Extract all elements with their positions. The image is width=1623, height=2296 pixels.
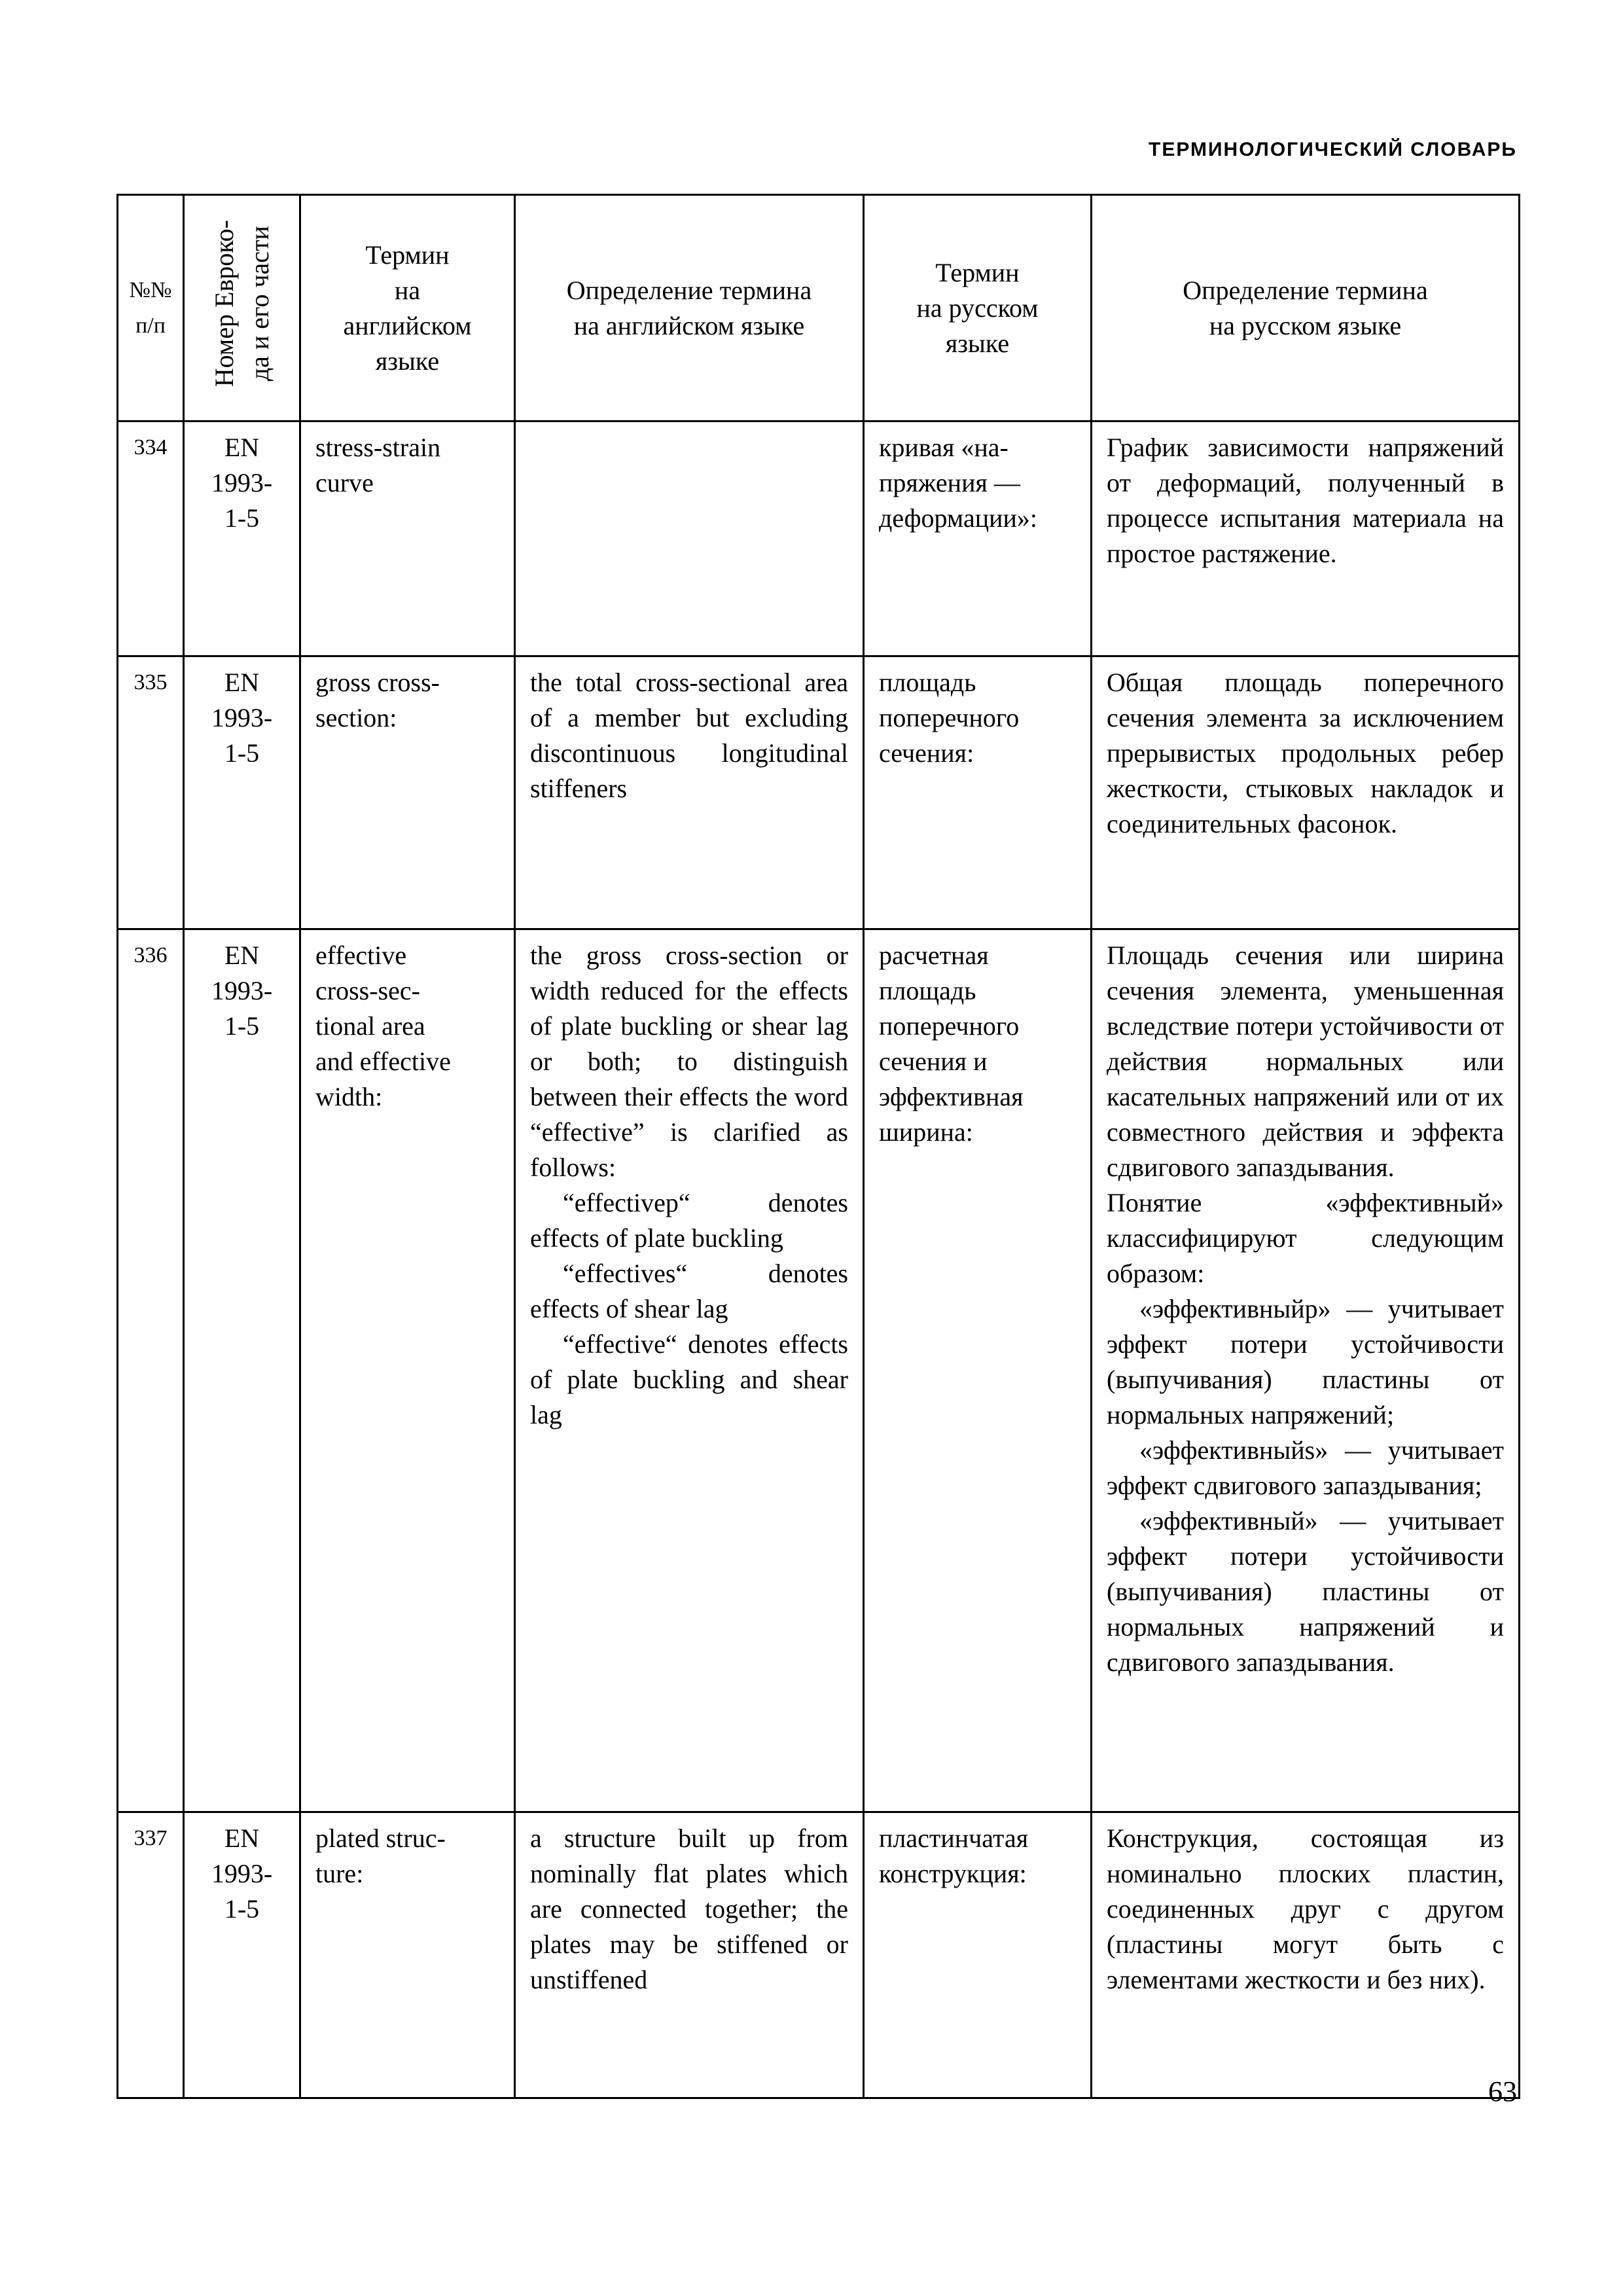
header-num: №№ п/п [118,195,184,422]
row-eurocode: EN 1993- 1-5 [184,656,300,929]
def-ru-paragraph: «эффективныйs» — учитывает эффект сдвигового запаздывания; [1107,1435,1504,1500]
def-ru-paragraph: «эффективныйp» — учитывает эффект потери устойчивости (выпучивания) пластины от нормальных напряжений; [1107,1294,1504,1429]
def-en-paragraph: “effective“ denotes effects of plate buckling and shear lag [530,1329,848,1429]
header-eurocode-label: Номер Евроко- да и его части [209,219,274,387]
row-def-ru [1092,656,1520,929]
header-def-ru: Определение термина на русском языке [1092,195,1520,422]
row-num: 335 [118,656,184,929]
table-row [118,422,1520,656]
row-term-en: stress-strain curve [300,422,515,656]
def-ru-paragraph: Площадь сечения или ширина сечения элемента, уменьшенная вследствие потери устойчивости от действия нормальных или касательных напряжений или от их совместного действия и эффекта сдвигового запаздывания. [1107,941,1504,1182]
def-ru-paragraph: Общая площадь поперечного сечения элемента за исключением прерывистых продольных ребер жесткости, стыковых накладок и соединительных фасонок. [1107,668,1504,838]
header-term-en: Термин на английском языке [300,195,515,422]
row-def-ru [1092,1812,1520,2098]
running-title: ТЕРМИНОЛОГИЧЕСКИЙ СЛОВАРЬ [1149,139,1517,160]
row-eurocode: EN 1993- 1-5 [184,929,300,1812]
table-row [118,929,1520,1812]
header-eurocode [184,195,300,422]
def-ru-paragraph: График зависимости напряжений от деформаций, полученный в процессе испытания материала на простое растяжение. [1107,433,1504,568]
row-def-en [515,1812,864,2098]
glossary-table [116,194,1520,2099]
def-en-paragraph: a structure built up from nominally flat plates which are connected together; the plates may be stiffened or unstiffened [530,1823,848,1994]
row-term-ru: расчетная площадь поперечного сечения и эффективная ширина: [864,929,1092,1812]
row-num: 337 [118,1812,184,2098]
def-en-paragraph: the total cross-sectional area of a member but excluding discontinuous longitudinal stiffeners [530,668,848,803]
def-en-paragraph: “effectives“ denotes effects of shear lag [530,1259,848,1323]
row-def-en [515,422,864,656]
header-row [118,195,1520,422]
row-def-ru [1092,929,1520,1812]
def-en-paragraph: “effectivep“ denotes effects of plate buckling [530,1188,848,1253]
table-row [118,656,1520,929]
row-eurocode: EN 1993- 1-5 [184,1812,300,2098]
row-num: 336 [118,929,184,1812]
row-eurocode: EN 1993- 1-5 [184,422,300,656]
row-num: 334 [118,422,184,656]
def-ru-paragraph: Понятие «эффективный» классифицируют следующим образом: [1107,1188,1504,1288]
def-en-paragraph: the gross cross-section or width reduced for the effects of plate buckling or shear lag or both; to distinguish between their effects the word “effective” is clarified as follows: [530,941,848,1182]
row-def-ru [1092,422,1520,656]
row-term-en: gross cross- section: [300,656,515,929]
row-def-en [515,656,864,929]
table-row [118,1812,1520,2098]
row-def-en [515,929,864,1812]
row-term-ru: площадь поперечного сечения: [864,656,1092,929]
def-ru-paragraph: Конструкция, состоящая из номинально плоских пластин, соединенных друг с другом (пластины могут быть с элементами жесткости и без них). [1107,1823,1504,1994]
header-term-ru: Термин на русском языке [864,195,1092,422]
row-term-ru: кривая «на- пряжения — деформации»: [864,422,1092,656]
row-term-en: effective cross-sec- tional area and effective width: [300,929,515,1812]
row-term-ru: пластинчатая конструкция: [864,1812,1092,2098]
header-def-en: Определение термина на английском языке [515,195,864,422]
page-number: 63 [1488,2075,1517,2108]
def-ru-paragraph: «эффективный» — учитывает эффект потери устойчивости (выпучивания) пластины от нормальных напряжений и сдвигового запаздывания. [1107,1506,1504,1677]
row-term-en: plated struc- ture: [300,1812,515,2098]
